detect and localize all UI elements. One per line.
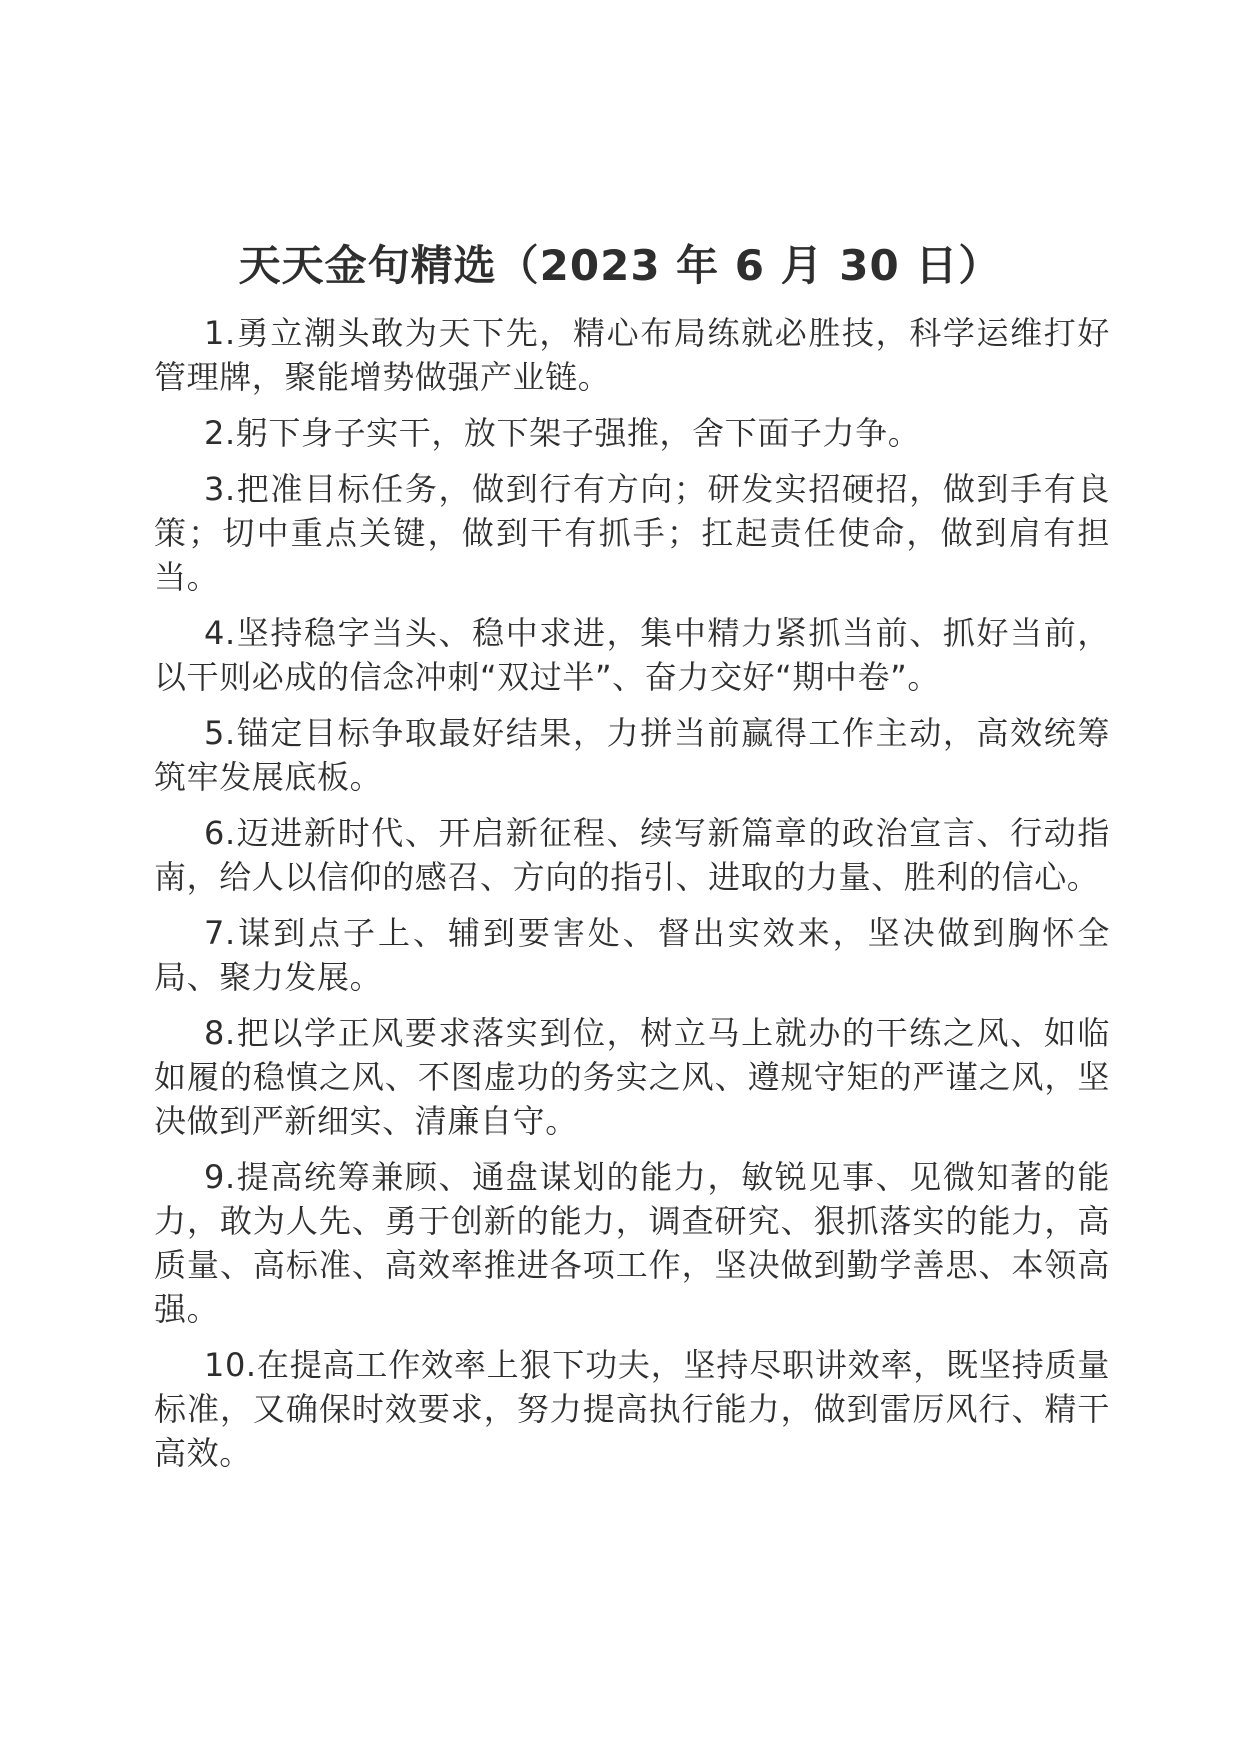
quote-item-2: 2.躬下身子实干，放下架子强推，舍下面子力争。 [204,414,921,452]
quote-item-6: 6.迈进新时代、开启新征程、续写新篇章的政治宣言、行动指南，给人以信仰的感召、方向的指引、进取的力量、胜利的信心。 [154,814,1110,896]
quote-item-4: 4.坚持稳字当头、稳中求进，集中精力紧抓当前、抓好当前，以干则必成的信念冲刺“双过半”、奋力交好“期中卷”。 [154,614,1110,696]
quote-item-3: 3.把准目标任务，做到行有方向；研发实招硬招，做到手有良策；切中重点关键，做到干有抓手；扛起责任使命，做到肩有担当。 [154,470,1110,596]
quote-item-10: 10.在提高工作效率上狠下功夫，坚持尽职讲效率，既坚持质量标准，又确保时效要求，努力提高执行能力，做到雷厉风行、精干高效。 [154,1346,1110,1472]
quote-item-5: 5.锚定目标争取最好结果，力拼当前赢得工作主动，高效统筹筑牢发展底板。 [154,714,1110,796]
quote-item-9: 9.提高统筹兼顾、通盘谋划的能力，敏锐见事、见微知著的能力，敢为人先、勇于创新的能力，调查研究、狠抓落实的能力，高质量、高标准、高效率推进各项工作，坚决做到勤学善思、本领高强。 [154,1158,1110,1328]
quote-item-8: 8.把以学正风要求落实到位，树立马上就办的干练之风、如临如履的稳慎之风、不图虚功的务实之风、遵规守矩的严谨之风，坚决做到严新细实、清廉自守。 [154,1014,1110,1140]
quote-item-7: 7.谋到点子上、辅到要害处、督出实效来，坚决做到胸怀全局、聚力发展。 [154,914,1110,996]
quote-list [154,311,1110,1487]
document-title: 天天金句精选（2023 年 6 月 30 日） [238,241,1002,290]
quote-item-1: 1.勇立潮头敢为天下先，精心布局练就必胜技，科学运维打好管理牌，聚能增势做强产业链。 [154,314,1110,396]
